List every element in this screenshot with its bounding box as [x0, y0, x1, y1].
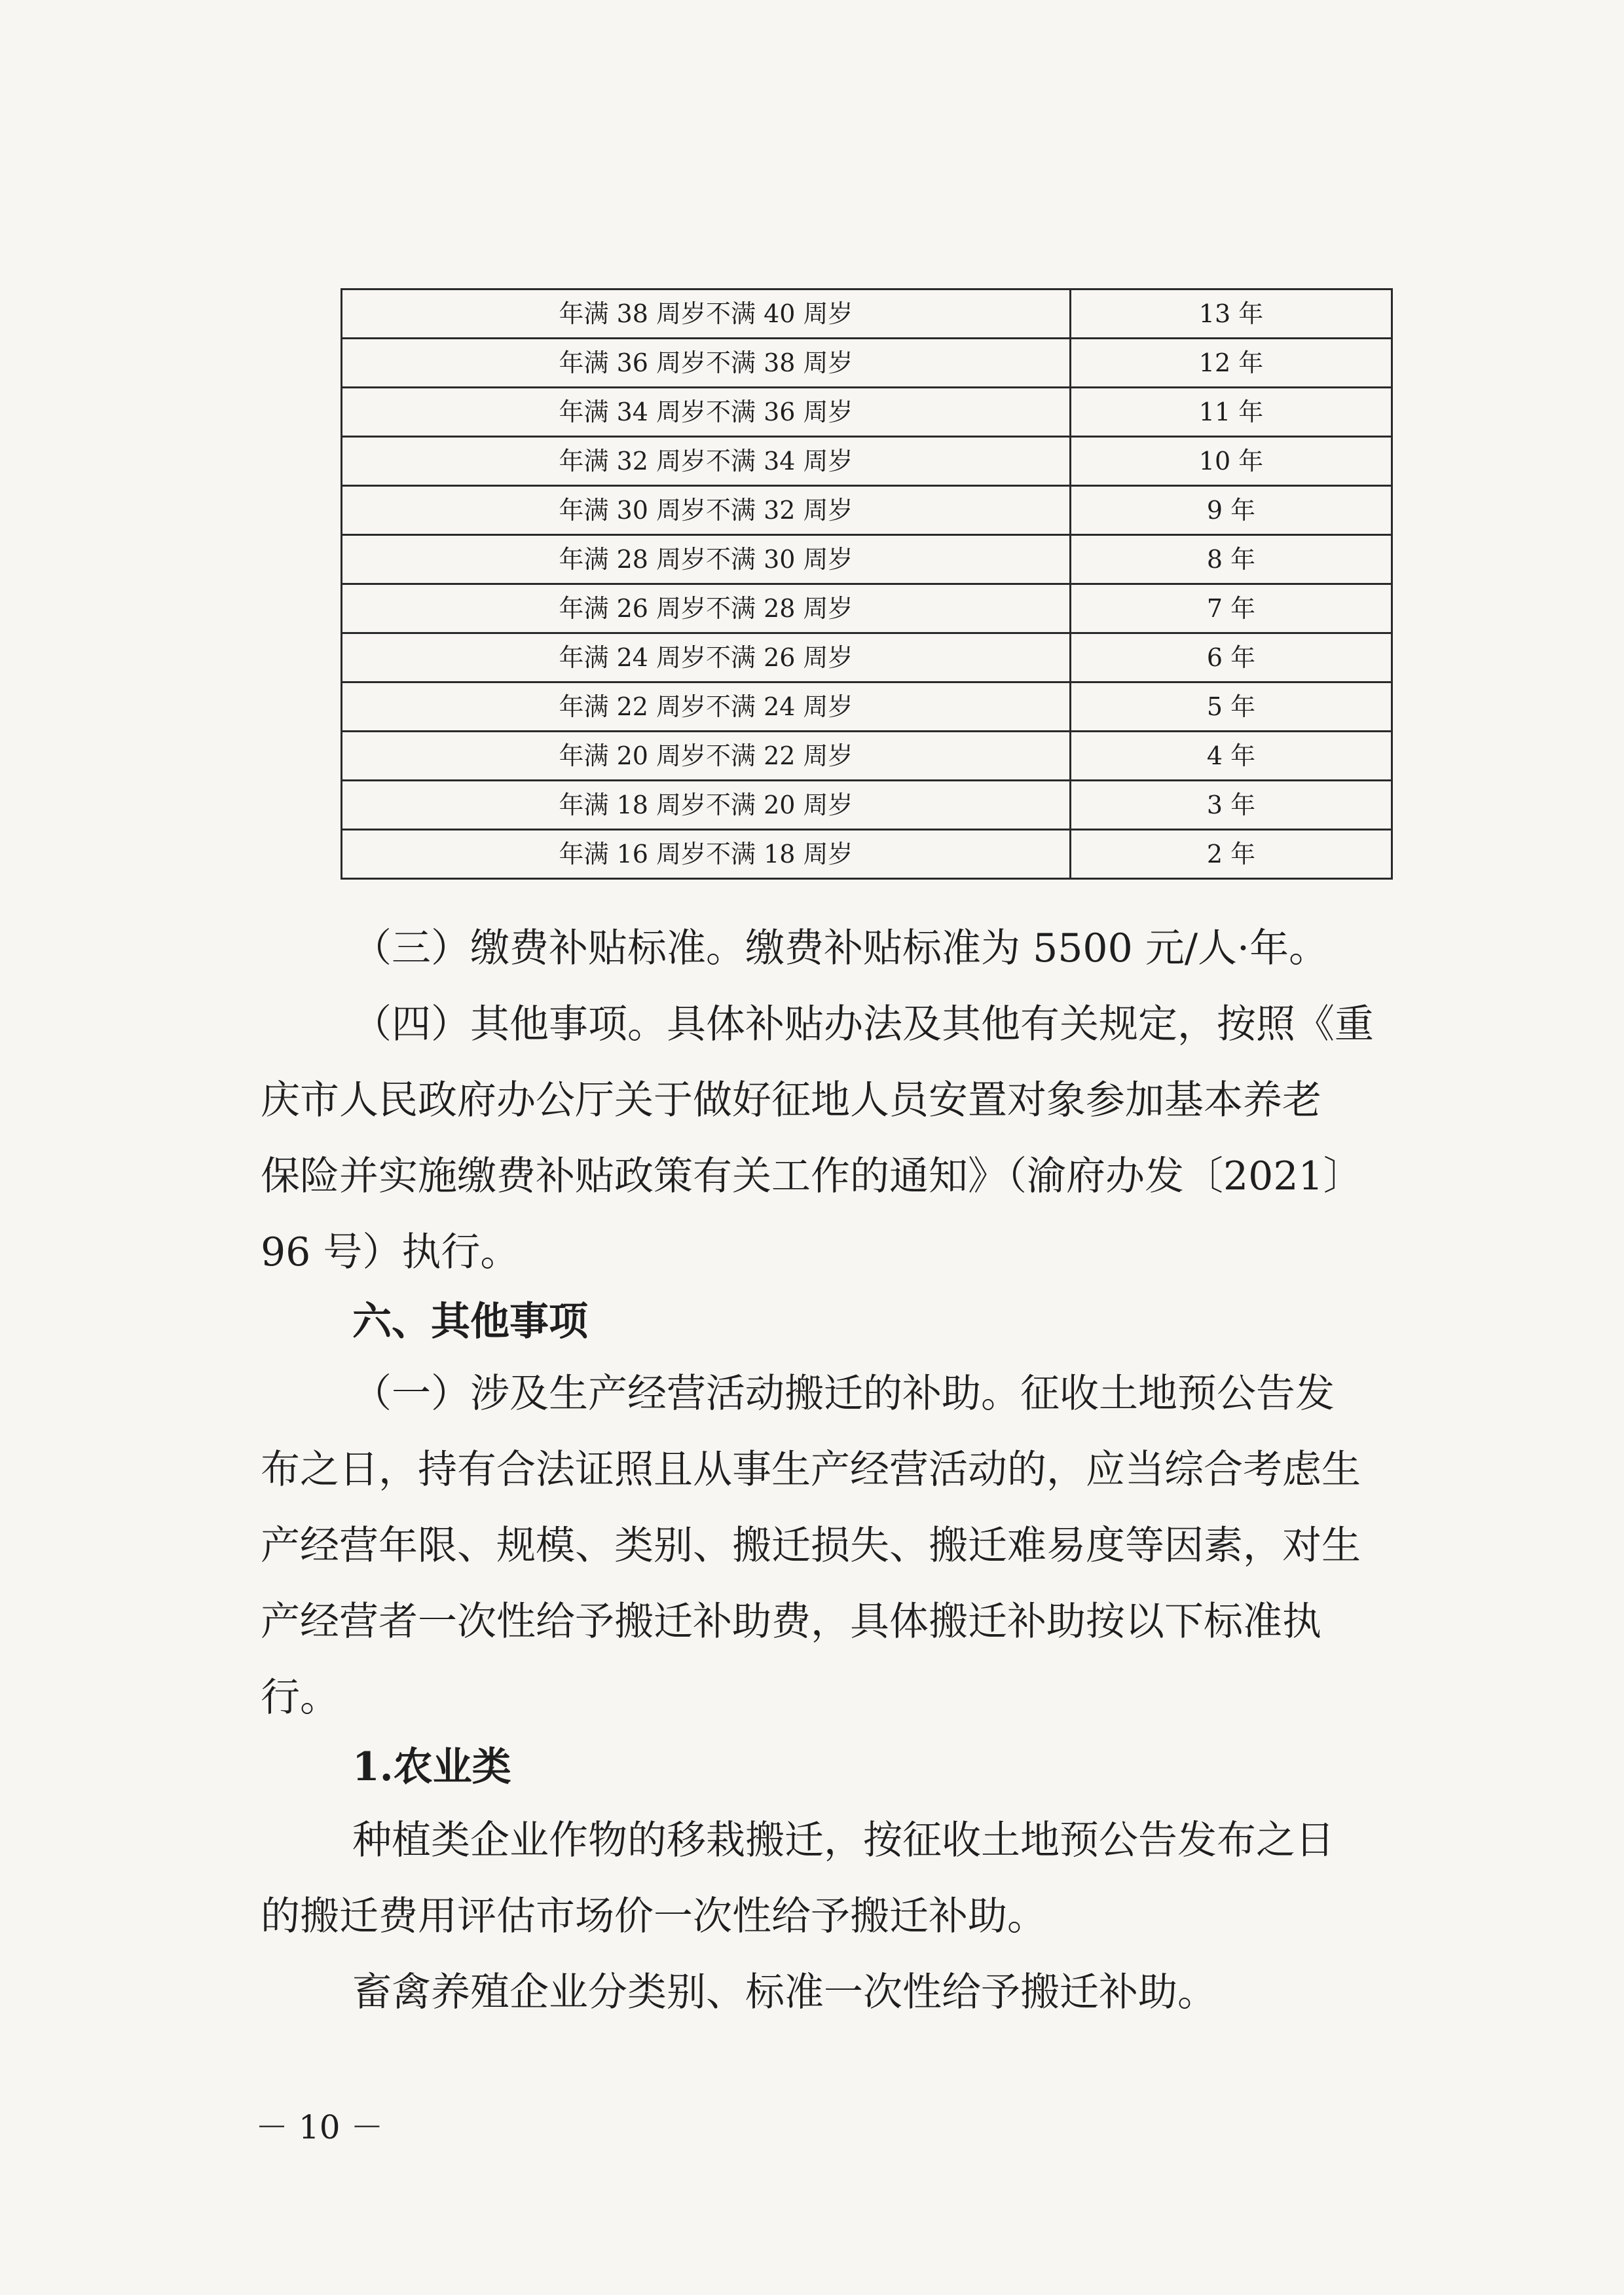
- paragraph-line: 种植类企业作物的移栽搬迁，按征收土地预公告发布之日: [352, 1818, 1335, 1863]
- paragraph-line: （四）其他事项。具体补贴办法及其他有关规定，按照《重: [352, 1001, 1374, 1047]
- table-row: [342, 682, 1392, 732]
- age-range-cell: 年满 38 周岁不满 40 周岁: [342, 289, 1071, 339]
- table-row: [342, 781, 1392, 830]
- years-cell: 13 年: [1071, 289, 1392, 339]
- paragraph-line: 的搬迁费用评估市场价一次性给予搬迁补助。: [261, 1894, 1046, 1939]
- table-row: [342, 437, 1392, 486]
- paragraph-line: 96 号）执行。: [261, 1229, 520, 1275]
- page-number: － 10 －: [255, 2108, 384, 2146]
- years-cell: 11 年: [1071, 388, 1392, 437]
- years-cell: 6 年: [1071, 633, 1392, 682]
- age-range-cell: 年满 32 周岁不满 34 周岁: [342, 437, 1071, 486]
- age-range-cell: 年满 26 周岁不满 28 周岁: [342, 584, 1071, 633]
- paragraph-line: 保险并实施缴费补贴政策有关工作的通知》（渝府办发〔2021〕: [261, 1153, 1363, 1199]
- table-row: [342, 339, 1392, 388]
- paragraph-line: 畜禽养殖企业分类别、标准一次性给予搬迁补助。: [352, 1969, 1217, 2015]
- table-row: [342, 289, 1392, 339]
- table-row: [342, 535, 1392, 584]
- years-cell: 8 年: [1071, 535, 1392, 584]
- age-range-cell: 年满 16 周岁不满 18 周岁: [342, 830, 1071, 879]
- years-cell: 3 年: [1071, 781, 1392, 830]
- age-range-cell: 年满 22 周岁不满 24 周岁: [342, 682, 1071, 732]
- paragraph-line: 产经营者一次性给予搬迁补助费，具体搬迁补助按以下标准执: [261, 1599, 1321, 1645]
- table-row: [342, 486, 1392, 535]
- age-range-cell: 年满 30 周岁不满 32 周岁: [342, 486, 1071, 535]
- years-cell: 9 年: [1071, 486, 1392, 535]
- subsection-heading: 1.农业类: [352, 1744, 511, 1790]
- paragraph-line: 庆市人民政府办公厅关于做好征地人员安置对象参加基本养老: [261, 1077, 1321, 1123]
- table-row: [342, 830, 1392, 879]
- years-cell: 2 年: [1071, 830, 1392, 879]
- age-range-cell: 年满 20 周岁不满 22 周岁: [342, 732, 1071, 781]
- paragraph-line: （三）缴费补贴标准。缴费补贴标准为 5500 元/人·年。: [352, 925, 1329, 971]
- paragraph-line: 行。: [261, 1675, 339, 1721]
- years-cell: 5 年: [1071, 682, 1392, 732]
- age-subsidy-table-body: [342, 289, 1392, 879]
- table-row: [342, 388, 1392, 437]
- years-cell: 7 年: [1071, 584, 1392, 633]
- years-cell: 10 年: [1071, 437, 1392, 486]
- age-subsidy-table: [341, 288, 1393, 880]
- table-row: [342, 732, 1392, 781]
- age-range-cell: 年满 24 周岁不满 26 周岁: [342, 633, 1071, 682]
- years-cell: 12 年: [1071, 339, 1392, 388]
- section-heading: 六、其他事项: [352, 1299, 588, 1345]
- age-range-cell: 年满 18 周岁不满 20 周岁: [342, 781, 1071, 830]
- paragraph-line: 产经营年限、规模、类别、搬迁损失、搬迁难易度等因素，对生: [261, 1523, 1361, 1569]
- age-range-cell: 年满 36 周岁不满 38 周岁: [342, 339, 1071, 388]
- age-range-cell: 年满 34 周岁不满 36 周岁: [342, 388, 1071, 437]
- table-row: [342, 633, 1392, 682]
- table-row: [342, 584, 1392, 633]
- years-cell: 4 年: [1071, 732, 1392, 781]
- paragraph-line: 布之日，持有合法证照且从事生产经营活动的，应当综合考虑生: [261, 1447, 1361, 1493]
- paragraph-line: （一）涉及生产经营活动搬迁的补助。征收土地预公告发: [352, 1371, 1335, 1417]
- age-range-cell: 年满 28 周岁不满 30 周岁: [342, 535, 1071, 584]
